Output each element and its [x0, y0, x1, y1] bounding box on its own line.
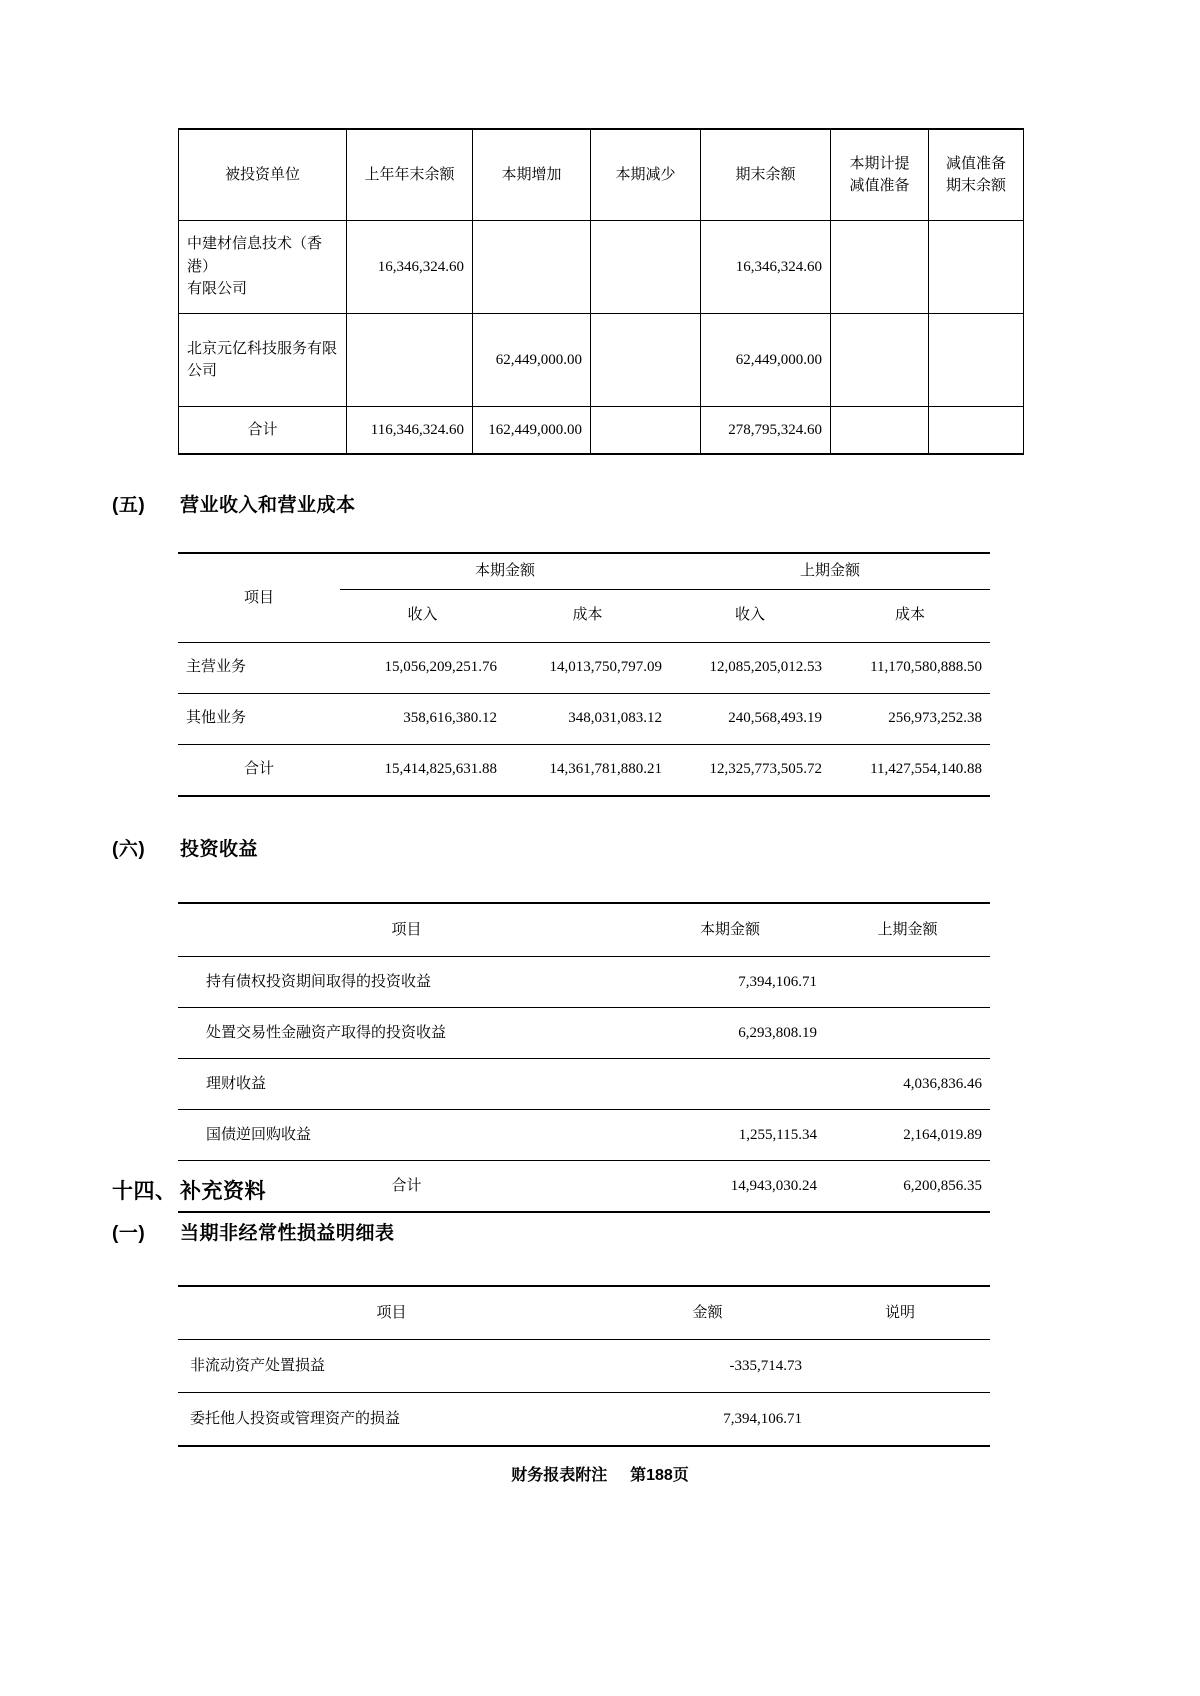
cell-total-impairment-end — [929, 407, 1024, 455]
long-term-equity-table — [178, 128, 1023, 455]
col-header-line2: 期末余额 — [945, 178, 1006, 194]
cell-current-cost: 348,031,083.12 — [505, 693, 670, 744]
table-row — [178, 1393, 990, 1447]
footer-label: 财务报表附注 — [511, 1467, 608, 1484]
col-header-description: 说明 — [810, 1286, 990, 1340]
cell-prior-year-end — [347, 314, 473, 407]
row-label: 处置交易性金融资产取得的投资收益 — [178, 1008, 635, 1059]
table-header-row — [179, 129, 1024, 221]
cell-total-current-cost: 14,361,781,880.21 — [505, 744, 670, 796]
col-header-amount: 金额 — [605, 1286, 810, 1340]
table-row — [178, 693, 990, 744]
col-header-line1: 本期计提 — [849, 155, 910, 172]
heading-text: 补充资料 — [180, 1180, 266, 1203]
col-header-current-amount: 本期金额 — [340, 553, 670, 589]
cell-impairment-end — [929, 221, 1024, 314]
cell-period-end: 16,346,324.60 — [701, 221, 831, 314]
cell-prior-year-end: 16,346,324.60 — [347, 221, 473, 314]
cell-period-end: 62,449,000.00 — [701, 314, 831, 407]
page-footer — [0, 1462, 1200, 1485]
table-total-row — [178, 744, 990, 796]
col-header-line1: 减值准备 — [945, 155, 1006, 172]
cell-amount: -335,714.73 — [605, 1340, 810, 1393]
heading-number: (五) — [112, 495, 146, 516]
cell-total-prior-year-end: 116,346,324.60 — [347, 407, 473, 455]
col-header-investee: 被投资单位 — [179, 129, 347, 221]
heading-section-fourteen — [112, 1175, 266, 1205]
cell-current-amount: 6,293,808.19 — [635, 1008, 825, 1059]
cell-prior-cost: 11,170,580,888.50 — [830, 642, 990, 693]
heading-text: 当期非经常性损益明细表 — [180, 1223, 395, 1244]
row-label — [179, 314, 347, 407]
table-row — [179, 221, 1024, 314]
cell-total-decrease — [591, 407, 701, 455]
cell-prior-amount — [825, 957, 990, 1008]
revenue-cost-table — [178, 552, 990, 797]
cell-current-cost: 14,013,750,797.09 — [505, 642, 670, 693]
col-subheader-prior-cost: 成本 — [830, 589, 990, 642]
col-header-impairment-end-balance — [929, 129, 1024, 221]
table-row — [179, 314, 1024, 407]
col-subheader-current-revenue: 收入 — [340, 589, 505, 642]
cell-total-period-end: 278,795,324.60 — [701, 407, 831, 455]
col-header-prior-amount: 上期金额 — [670, 553, 990, 589]
cell-current-amount — [635, 1059, 825, 1110]
row-label: 其他业务 — [178, 693, 340, 744]
row-label: 持有债权投资期间取得的投资收益 — [178, 957, 635, 1008]
cell-prior-revenue: 240,568,493.19 — [670, 693, 830, 744]
cell-increase — [473, 221, 591, 314]
table — [178, 902, 990, 1213]
investment-income-table — [178, 902, 990, 1213]
col-header-decrease: 本期减少 — [591, 129, 701, 221]
col-header-line2: 减值准备 — [849, 178, 910, 194]
cell-total-current-revenue: 15,414,825,631.88 — [340, 744, 505, 796]
row-label-total: 合计 — [178, 744, 340, 796]
table-row — [178, 1340, 990, 1393]
row-label-line1: 中建材信息技术（香港） — [187, 236, 323, 275]
row-label-total: 合计 — [178, 1161, 635, 1213]
row-label-line2: 有限公司 — [187, 281, 248, 298]
cell-amount: 7,394,106.71 — [605, 1393, 810, 1447]
col-header-item: 项目 — [178, 553, 340, 642]
table-row — [178, 642, 990, 693]
cell-total-prior-revenue: 12,325,773,505.72 — [670, 744, 830, 796]
nonrecurring-items-table — [178, 1285, 990, 1447]
cell-current-revenue: 15,056,209,251.76 — [340, 642, 505, 693]
cell-total-prior-cost: 11,427,554,140.88 — [830, 744, 990, 796]
cell-prior-cost: 256,973,252.38 — [830, 693, 990, 744]
table — [178, 1285, 990, 1447]
cell-current-amount: 7,394,106.71 — [635, 957, 825, 1008]
cell-impairment-end — [929, 314, 1024, 407]
col-header-item: 项目 — [178, 1286, 605, 1340]
col-header-prior-amount: 上期金额 — [825, 903, 990, 957]
table — [178, 128, 1024, 455]
cell-total-increase: 162,449,000.00 — [473, 407, 591, 455]
cell-total-current-amount: 14,943,030.24 — [635, 1161, 825, 1213]
table-row — [178, 1059, 990, 1110]
heading-section-one — [112, 1218, 395, 1245]
heading-section-five — [112, 490, 356, 517]
footer-page-number: 第188页 — [630, 1467, 689, 1484]
cell-total-impairment-provision — [831, 407, 929, 455]
row-label — [179, 221, 347, 314]
col-subheader-prior-revenue: 收入 — [670, 589, 830, 642]
cell-current-amount: 1,255,115.34 — [635, 1110, 825, 1161]
row-label-line1: 北京元亿科技服务有限 — [187, 340, 338, 357]
col-header-item: 项目 — [178, 903, 635, 957]
col-header-current-amount: 本期金额 — [635, 903, 825, 957]
table-header-row — [178, 1286, 990, 1340]
col-header-period-end: 期末余额 — [701, 129, 831, 221]
col-header-increase: 本期增加 — [473, 129, 591, 221]
cell-prior-amount: 4,036,836.46 — [825, 1059, 990, 1110]
row-label: 委托他人投资或管理资产的损益 — [178, 1393, 605, 1447]
cell-prior-amount: 2,164,019.89 — [825, 1110, 990, 1161]
heading-section-six — [112, 834, 258, 861]
row-label-line2: 公司 — [187, 363, 218, 379]
row-label: 国债逆回购收益 — [178, 1110, 635, 1161]
cell-impairment-provision — [831, 221, 929, 314]
heading-number: (一) — [112, 1223, 146, 1244]
table-header-row — [178, 553, 990, 589]
cell-impairment-provision — [831, 314, 929, 407]
cell-current-revenue: 358,616,380.12 — [340, 693, 505, 744]
table-row — [178, 1110, 990, 1161]
cell-increase: 62,449,000.00 — [473, 314, 591, 407]
cell-prior-revenue: 12,085,205,012.53 — [670, 642, 830, 693]
row-label-total: 合计 — [179, 407, 347, 455]
cell-description — [810, 1340, 990, 1393]
heading-text: 投资收益 — [180, 839, 259, 860]
row-label: 主营业务 — [178, 642, 340, 693]
heading-number: 十四、 — [112, 1180, 177, 1203]
table-header-row — [178, 903, 990, 957]
cell-prior-amount — [825, 1008, 990, 1059]
cell-description — [810, 1393, 990, 1447]
cell-decrease — [591, 221, 701, 314]
table-row — [178, 957, 990, 1008]
table-total-row — [179, 407, 1024, 455]
cell-decrease — [591, 314, 701, 407]
col-header-prior-year-end: 上年年末余额 — [347, 129, 473, 221]
row-label: 非流动资产处置损益 — [178, 1340, 605, 1393]
heading-text: 营业收入和营业成本 — [180, 495, 356, 516]
heading-number: (六) — [112, 839, 146, 860]
row-label: 理财收益 — [178, 1059, 635, 1110]
col-header-impairment-provision — [831, 129, 929, 221]
table-total-row — [178, 1161, 990, 1213]
table — [178, 552, 990, 797]
table-row — [178, 1008, 990, 1059]
cell-total-prior-amount: 6,200,856.35 — [825, 1161, 990, 1213]
col-subheader-current-cost: 成本 — [505, 589, 670, 642]
